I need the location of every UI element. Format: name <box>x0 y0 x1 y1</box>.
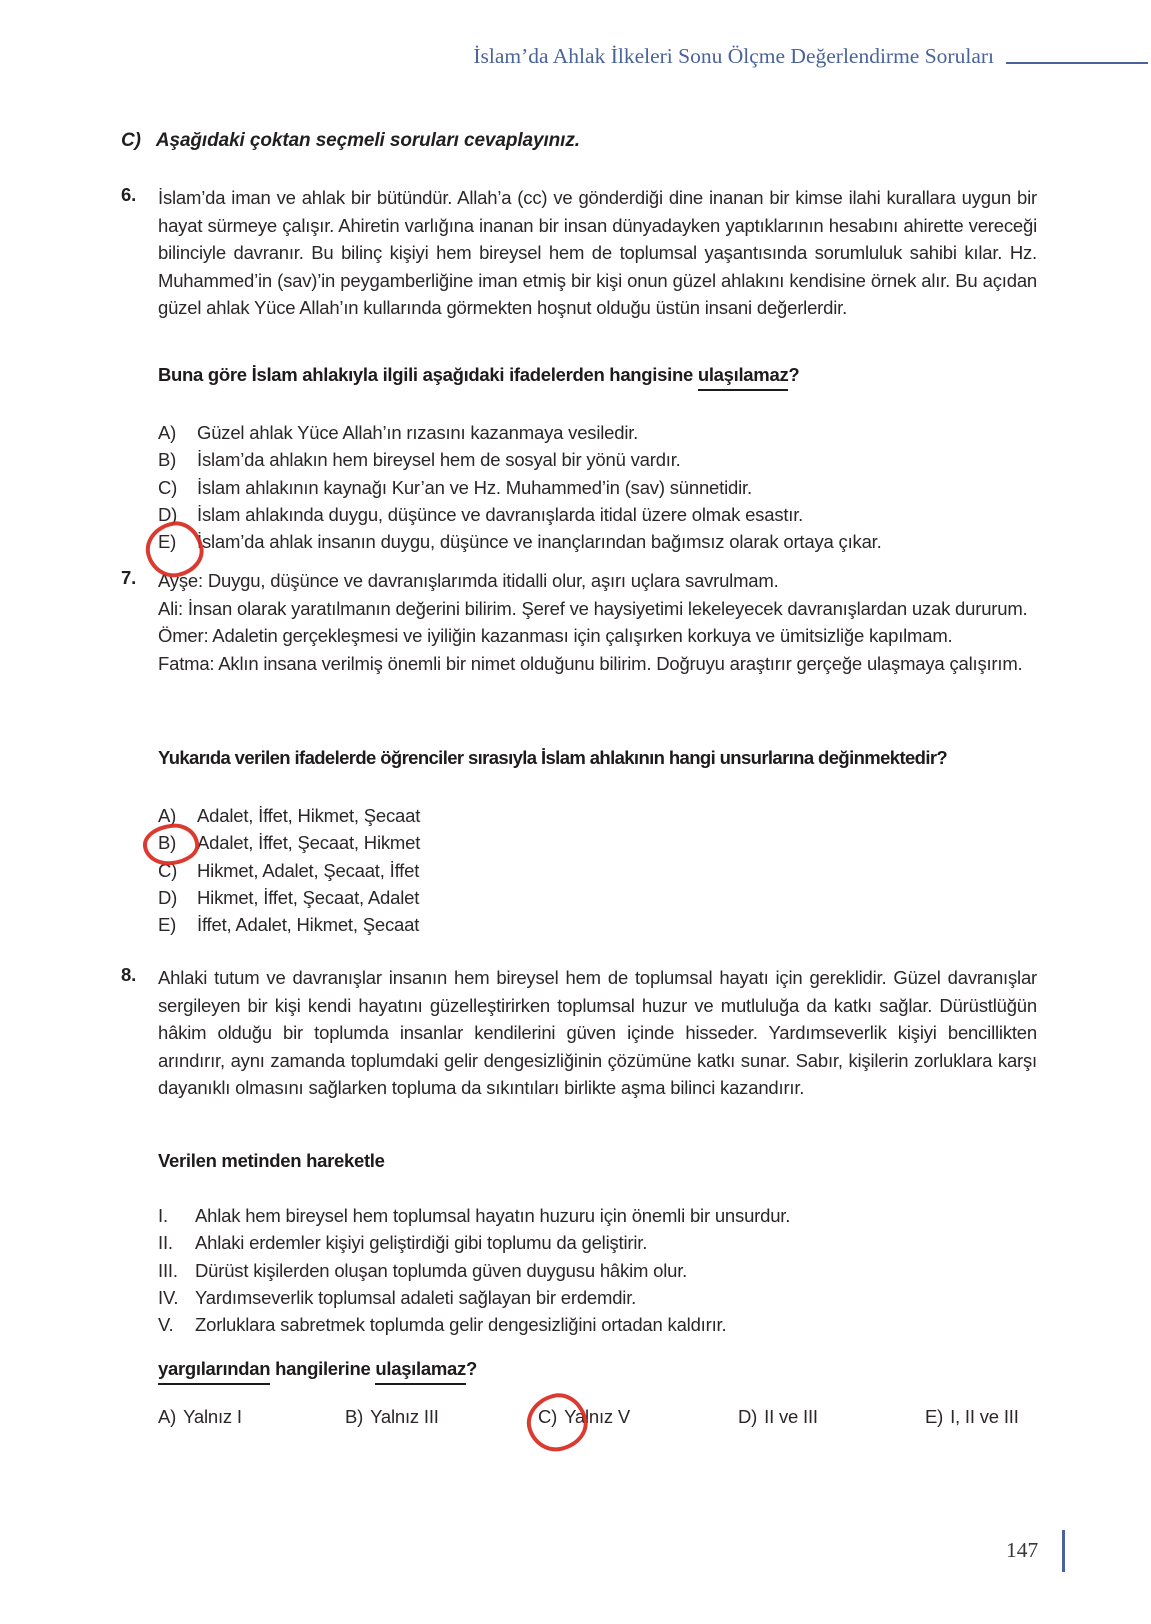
option-letter: B) <box>158 832 177 854</box>
option-text: İslam ahlakında duygu, düşünce ve davranışlarda itidal üzere olmak esastır. <box>197 503 804 525</box>
judgment-numeral: IV. <box>158 1286 179 1308</box>
option-letter: C) <box>158 476 178 498</box>
question-8-stem-suffix: ? <box>465 1358 477 1379</box>
judgment-row <box>158 1311 790 1338</box>
choice-letter: B) <box>345 1406 364 1427</box>
section-instruction-label: C) <box>121 130 141 151</box>
question-6-number: 6. <box>121 184 137 205</box>
option-letter: B) <box>158 449 177 471</box>
question-6 <box>121 184 1037 322</box>
judgment-text: Zorluklara sabretmek toplumda gelir dengesizliğini ortadan kaldırır. <box>195 1314 727 1336</box>
question-8-body: Ahlaki tutum ve davranışlar insanın hem bireysel hem de toplumsal hayatı için gereklidir. Güzel davranışlar sergileyen bir kişi kendi hayatını güzelleştirirken toplumsal huzur ve mutluluğa da katkı sağlar. Dürüstlüğün hâkim olduğu bir toplumda insanlar kendilerini güven içinde hisseder. Yardımseverlik kişiyi bencillikten arındırır, aynı zamanda toplumdaki gelir dengesizliğinin çözümüne katkı sunar. Sabır, kişilerin zorluklara karşı dayanıklı olmasını sağlarken topluma da sıkıntıları birlikte aşma bilinci kazandırır. <box>158 967 1037 1098</box>
question-6-stem-prefix: Buna göre İslam ahlakıyla ilgili aşağıdaki ifadelerden hangisine <box>158 364 698 385</box>
question-7 <box>121 567 1037 677</box>
judgment-numeral: II. <box>158 1232 173 1254</box>
option-text: Güzel ahlak Yüce Allah’ın rızasını kazanmaya vesiledir. <box>197 422 639 443</box>
option-letter: C) <box>158 859 178 881</box>
option-row <box>158 446 882 473</box>
question-8-stem-middle: hangilerine <box>270 1358 376 1379</box>
option-letter: E) <box>158 914 177 936</box>
choice-text: II ve III <box>764 1406 818 1427</box>
question-7-stem: Yukarıda verilen ifadelerde öğrenciler sırasıyla İslam ahlakının hangi unsurlarına değinmektedir? <box>158 747 948 768</box>
choice-letter: C) <box>538 1406 558 1427</box>
question-6-stem-suffix: ? <box>788 364 800 385</box>
option-text: Adalet, İffet, Hikmet, Şecaat <box>197 805 421 826</box>
option-text: İslam’da ahlak insanın duygu, düşünce ve inançlarından bağımsız olarak ortaya çıkar. <box>197 531 882 553</box>
option-text: İslam ahlakının kaynağı Kur’an ve Hz. Muhammed’in (sav) sünnetidir. <box>197 476 752 498</box>
question-6-body: İslam’da iman ve ahlak bir bütündür. Allah’a (cc) ve gönderdiği dine inanan bir kimse ilahi kurallara uygun bir hayat sürmeye çalışır. Ahiretin varlığına inanan bir insan dünyadayken yaptıklarının hesabını ahirette vereceği bilinciyle davranır. Bu bilinç kişiyi hem bireysel hem de toplumsal yaşantısında sorumluluk sahibi kılar. Hz. Muhammed’in (sav)’in peygamberliğine iman etmiş bir kişi onun güzel ahlakını kendisine örnek alır. Bu açıdan güzel ahlak Yüce Allah’ın kullarında görmekten hoşnut olduğu üstün insani değerlerdir. <box>158 187 1037 318</box>
section-instruction <box>121 130 580 152</box>
header-rule <box>1006 62 1148 64</box>
option-text: İslam’da ahlakın hem bireysel hem de sosyal bir yönü vardır. <box>197 449 681 471</box>
choice-letter: E) <box>925 1406 944 1427</box>
question-6-stem-underlined: ulaşılamaz <box>698 364 789 391</box>
page-number: 147 <box>1006 1538 1039 1562</box>
choice-text: Yalnız V <box>564 1406 631 1427</box>
option-row <box>158 911 420 938</box>
judgment-numeral: I. <box>158 1205 168 1226</box>
question-6-stem <box>158 364 799 386</box>
judgment-row <box>158 1202 790 1229</box>
option-text: Hikmet, Adalet, Şecaat, İffet <box>197 859 420 881</box>
judgment-numeral: III. <box>158 1259 178 1281</box>
judgment-row <box>158 1229 790 1256</box>
judgment-numeral: V. <box>158 1314 174 1336</box>
option-letter: E) <box>158 531 177 553</box>
question-7-options <box>158 802 420 938</box>
option-row <box>158 474 882 501</box>
question-8 <box>121 964 1037 1102</box>
section-instruction-text: Aşağıdaki çoktan seçmeli soruları cevaplayınız. <box>155 130 580 151</box>
judgment-row <box>158 1257 790 1284</box>
judgment-text: Dürüst kişilerden oluşan toplumda güven duygusu hâkim olur. <box>195 1259 688 1281</box>
option-row <box>158 857 420 884</box>
option-text: Adalet, İffet, Şecaat, Hikmet <box>197 832 421 854</box>
choice-text: I, II ve III <box>950 1406 1019 1427</box>
judgment-row <box>158 1284 790 1311</box>
answer-circle-annotation-q8-c <box>520 1387 593 1458</box>
option-row <box>158 528 882 555</box>
option-letter: D) <box>158 503 178 525</box>
question-7-number: 7. <box>121 567 137 588</box>
page-header <box>0 44 1151 69</box>
choice-text: Yalnız III <box>370 1406 439 1427</box>
option-row <box>158 501 882 528</box>
option-row <box>158 884 420 911</box>
question-8-stem-underlined-1: yargılarından <box>158 1358 270 1385</box>
judgment-text: Yardımseverlik toplumsal adaleti sağlayan bir erdemdir. <box>195 1286 637 1308</box>
option-letter: A) <box>158 805 177 826</box>
option-row <box>158 419 882 446</box>
judgment-text: Ahlaki erdemler kişiyi geliştirdiği gibi toplumu da geliştirir. <box>195 1232 648 1254</box>
choice-e <box>925 1406 1019 1428</box>
statement: Ayşe: Duygu, düşünce ve davranışlarımda itidalli olur, aşırı uçlara savrulmam. <box>158 570 779 591</box>
question-8-number: 8. <box>121 964 137 985</box>
option-row <box>158 802 420 829</box>
option-text: İffet, Adalet, Hikmet, Şecaat <box>197 914 420 936</box>
statement: Ali: İnsan olarak yaratılmanın değerini bilirim. Şeref ve haysiyetimi lekeleyecek davranışlardan uzak dururum. <box>158 597 1028 619</box>
choice-letter: A) <box>158 1406 177 1427</box>
option-letter: A) <box>158 422 177 443</box>
question-7-statements <box>158 567 1037 677</box>
choice-letter: D) <box>738 1406 758 1427</box>
option-text: Hikmet, İffet, Şecaat, Adalet <box>197 886 420 908</box>
question-6-options <box>158 419 882 555</box>
choice-d <box>738 1406 818 1428</box>
question-8-judgments <box>158 1202 790 1338</box>
choice-b <box>345 1406 439 1428</box>
choice-a <box>158 1406 242 1428</box>
statement: Fatma: Aklın insana verilmiş önemli bir nimet olduğunu bilirim. Doğruyu araştırır gerçeğe ulaşmaya çalışırım. <box>158 652 1023 674</box>
judgment-text: Ahlak hem bireysel hem toplumsal hayatın huzuru için önemli bir unsurdur. <box>195 1205 791 1226</box>
statement: Ömer: Adaletin gerçekleşmesi ve iyiliğin kazanması için çalışırken korkuya ve ümitsizliğe kapılmam. <box>158 625 953 646</box>
choice-text: Yalnız I <box>183 1406 242 1427</box>
page-header-title: İslam’da Ahlak İlkeleri Sonu Ölçme Değerlendirme Soruları <box>473 44 994 68</box>
question-8-lead: Verilen metinden hareketle <box>158 1150 385 1171</box>
question-8-stem <box>158 1358 477 1380</box>
question-8-stem-underlined-2: ulaşılamaz <box>375 1358 466 1385</box>
option-letter: D) <box>158 886 178 908</box>
page-number-rule <box>1062 1530 1065 1572</box>
